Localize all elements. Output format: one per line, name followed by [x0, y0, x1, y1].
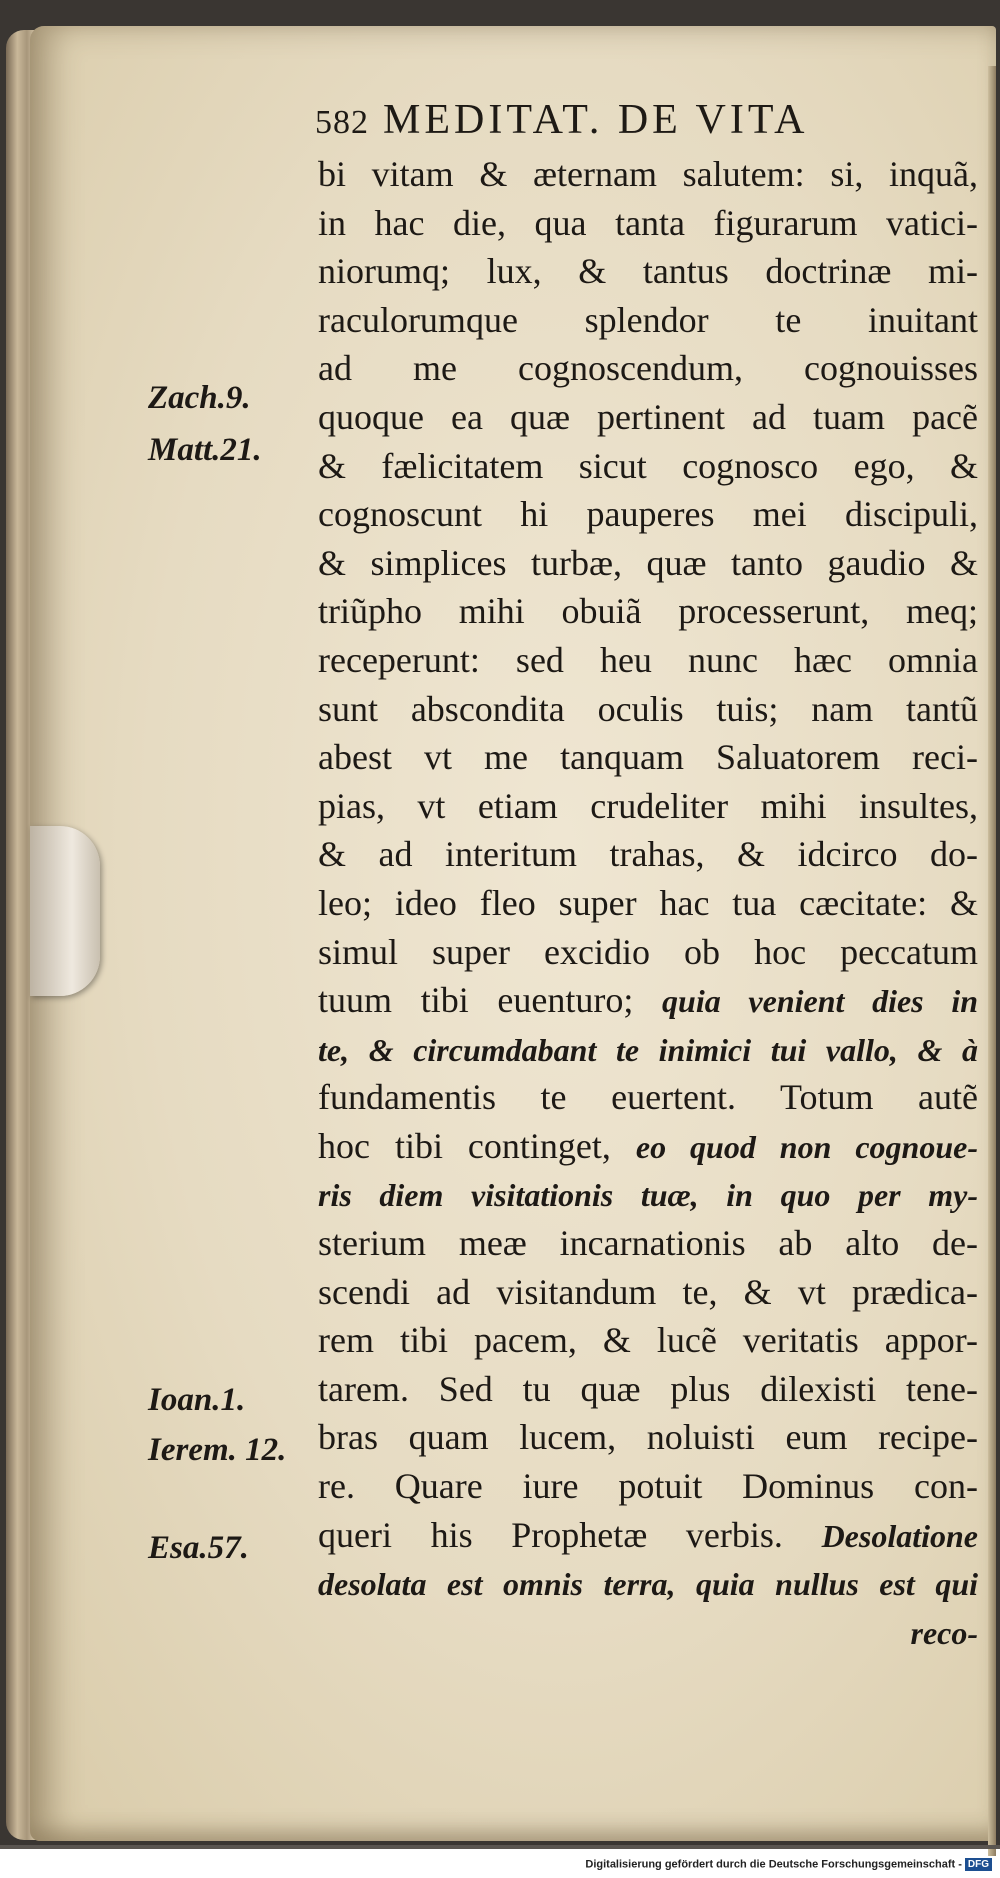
text-line: re. Quare iure potuit Dominus con- [318, 1466, 978, 1507]
text-line: rem tibi pacem, & lucẽ veritatis appor- [318, 1320, 978, 1361]
text-run: tuum tibi euenturo; [318, 980, 634, 1021]
text-line: tarem. Sed tu quæ plus dilexisti tene- [318, 1368, 978, 1409]
scan-bottom-edge [0, 1845, 1000, 1849]
running-title: MEDITAT. DE VITA [383, 97, 809, 143]
text-line [318, 1559, 978, 1608]
catchword-text: reco- [910, 1614, 978, 1651]
margin-note: Ierem. 12. [148, 1432, 287, 1468]
page-number: 582 [315, 104, 369, 141]
italic-quote: quia venient dies in [662, 983, 978, 1020]
text-line: leo; ideo fleo super hac tua cæcitate: & [318, 882, 978, 923]
text-run: queri his Prophetæ verbis. [318, 1514, 783, 1555]
running-head [315, 96, 935, 144]
text-line [318, 1122, 978, 1171]
text-line [318, 976, 978, 1025]
text-line: & simplices turbæ, quæ tanto gaudio & [318, 542, 978, 583]
text-line: niorumq; lux, & tantus doctrinæ mi- [318, 251, 978, 292]
text-line: receperunt: sed heu nunc hæc omnia [318, 639, 978, 680]
text-line [318, 1170, 978, 1219]
text-line: cognoscunt hi pauperes mei discipuli, [318, 494, 978, 535]
margin-note: Esa.57. [148, 1530, 249, 1566]
text-line: abest vt me tanquam Saluatorem reci- [318, 737, 978, 778]
text-line: sunt abscondita oculis tuis; nam tantũ [318, 688, 978, 729]
text-run: hoc tibi continget, [318, 1125, 611, 1166]
italic-quote: Desolatione [821, 1517, 978, 1554]
text-line: in hac die, qua tanta figurarum vatici- [318, 202, 978, 243]
text-block [318, 150, 978, 1656]
italic-quote: ris diem visitationis tuæ, in quo per my- [318, 1177, 978, 1214]
margin-note: Ioan.1. [148, 1382, 246, 1418]
text-line: & ad interitum trahas, & idcirco do- [318, 834, 978, 875]
text-line: quoque ea quæ pertinent ad tuam pacẽ [318, 396, 978, 437]
margin-note: Zach.9. [148, 380, 251, 416]
text-line [318, 1025, 978, 1074]
text-line: sterium meæ incarnationis ab alto de- [318, 1223, 978, 1264]
text-line: & fælicitatem sicut cognosco ego, & [318, 445, 978, 486]
page-clip [30, 826, 100, 996]
catchword [318, 1608, 978, 1657]
text-line: pias, vt etiam crudeliter mihi insultes, [318, 785, 978, 826]
text-line: triũpho mihi obuiã processerunt, meq; [318, 591, 978, 632]
margin-note: Matt.21. [148, 432, 262, 468]
credit-text: Digitalisierung gefördert durch die Deutsche Forschungsgemeinschaft - [585, 1858, 962, 1871]
italic-quote: te, & circumdabant te inimici tui vallo, & à [318, 1031, 978, 1068]
italic-quote: desolata est omnis terra, quia nullus est qui [318, 1566, 978, 1603]
page-fold [988, 66, 996, 1856]
text-line: fundamentis te euertent. Totum autẽ [318, 1077, 978, 1118]
italic-quote: eo quod non cognoue- [635, 1128, 979, 1165]
text-line: bi vitam & æternam salutem: si, inquã, [318, 154, 978, 194]
dfg-logo: DFG [965, 1858, 992, 1871]
text-line: scendi ad visitandum te, & vt prædica- [318, 1271, 978, 1312]
text-line: raculorumque splendor te inuitant [318, 299, 978, 340]
digitization-credit [585, 1858, 992, 1871]
text-line: bras quam lucem, noluisti eum recipe- [318, 1417, 978, 1458]
text-line: ad me cognoscendum, cognouisses [318, 348, 978, 389]
text-line [318, 1511, 978, 1560]
text-line: simul super excidio ob hoc peccatum [318, 931, 978, 972]
